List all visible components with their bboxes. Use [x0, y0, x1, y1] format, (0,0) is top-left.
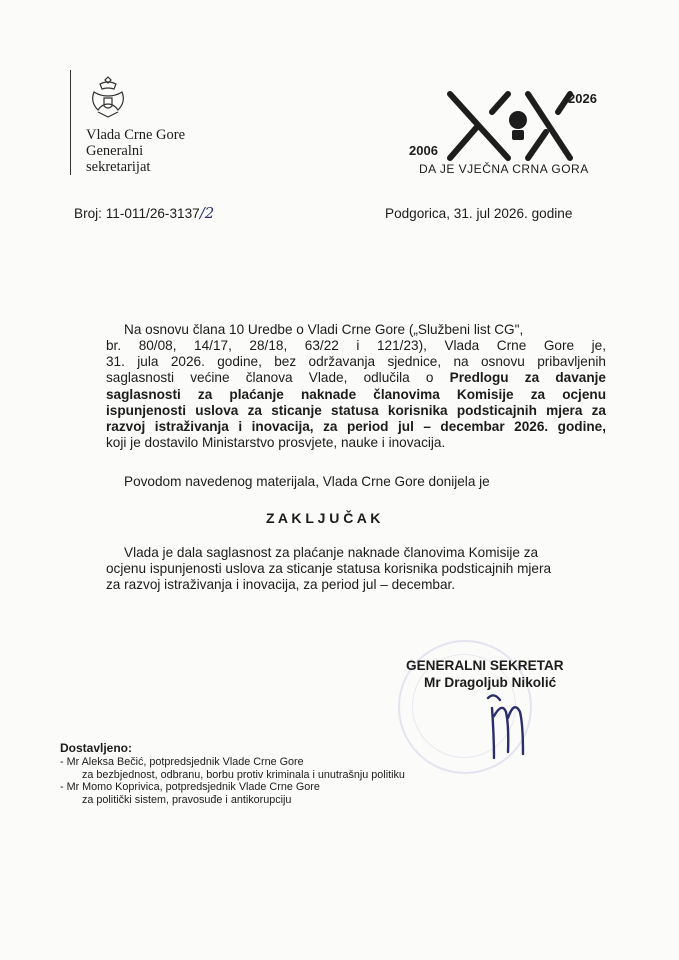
eagle-icon — [509, 111, 527, 140]
reference-number-text: Broj: 11-011/26-3137 — [74, 206, 200, 221]
header-divider — [70, 70, 71, 175]
conclusion-line-1: Vlada je dala saglasnost za plaćanje naknade članovima Komisije za — [124, 545, 539, 560]
conclusion-line-2: ocjenu ispunjenosti uslova za sticanje statusa korisnika podsticajnih mjera — [106, 561, 552, 577]
intro-line-5: saglasnosti za plaćanje naknade članovima Komisije za ocjenu — [106, 386, 606, 402]
recipient-2: - Mr Momo Koprivica, potpredsjednik Vlade Crne Gore — [60, 781, 320, 793]
signatory-title: GENERALNI SEKRETAR — [406, 658, 564, 673]
recipient-2-portfolio: za politički sistem, pravosuđe i antikorupciju — [82, 793, 292, 806]
conclusion-line-3: za razvoj istraživanja i inovacija, za period jul – decembar. — [106, 577, 456, 593]
handwritten-suffix: /2 — [199, 204, 215, 222]
signatory-name: Mr Dragoljub Nikolić — [424, 675, 557, 690]
conclusion-heading: Z A K L J U Č A K — [266, 510, 381, 526]
intro-line-4-text: saglasnosti većine članova Vlade, odlučila o — [106, 370, 450, 386]
coat-of-arms-icon — [86, 74, 130, 120]
intro-paragraph — [106, 322, 606, 338]
handwritten-signature — [478, 686, 548, 766]
delivered-heading: Dostavljeno: — [60, 741, 133, 755]
reference-number — [74, 204, 214, 222]
intro-line-2: br. 80/08, 14/17, 28/18, 63/22 i 121/23), Vlada Crne Gore je, — [106, 338, 606, 353]
recipient-list — [60, 756, 480, 806]
org-name-line3: sekretarijat — [86, 159, 151, 175]
conclusion-paragraph — [106, 545, 606, 594]
recipient-1: - Mr Aleksa Bečić, potpredsjednik Vlade Crne Gore — [60, 756, 304, 768]
intro-line-6: ispunjenosti uslova za sticanje statusa korisnika podsticajnih mjera za — [106, 402, 606, 418]
intro-line-8: koji je dostavilo Ministarstvo prosvjete, nauke i inovacija. — [106, 435, 446, 451]
intro-line-4 — [106, 370, 606, 386]
material-paragraph: Povodom navedenog materijala, Vlada Crne Gore donijela je — [124, 474, 490, 489]
recipient-1-portfolio: za bezbjednost, odbranu, borbu protiv kriminala i unutrašnju politiku — [82, 768, 405, 781]
place-date: Podgorica, 31. jul 2026. godine — [385, 206, 573, 221]
anniversary-year-start: 2006 — [409, 143, 438, 158]
proposal-title-start: Predlogu za davanje — [449, 370, 606, 386]
intro-line-7: razvoj istraživanja i inovacija, za period jul – decembar 2026. godine, — [106, 419, 606, 435]
intro-paragraph-body — [106, 338, 606, 451]
intro-line-1: Na osnovu člana 10 Uredbe o Vladi Crne Gore („Službeni list CG", — [124, 322, 524, 337]
org-name-line2: Generalni — [86, 143, 144, 159]
anniversary-year-end: 2026 — [568, 91, 597, 106]
intro-line-3: 31. jula 2026. godine, bez održavanja sjednice, na osnovu pribavljenih — [106, 354, 606, 370]
anniversary-slogan: DA JE VJEČNA CRNA GORA — [419, 162, 589, 176]
org-name-line1: Vlada Crne Gore — [86, 127, 186, 143]
